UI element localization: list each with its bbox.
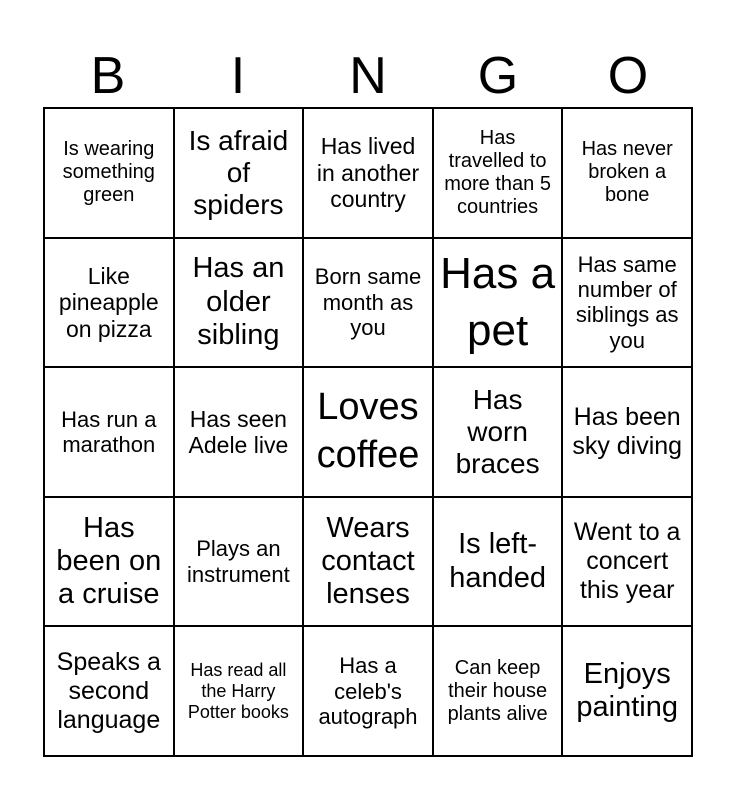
header-letter-n: N <box>349 47 387 105</box>
header-letter-b: B <box>90 47 126 105</box>
bingo-cell[interactable]: Is left-handed <box>434 498 564 628</box>
bingo-cell[interactable]: Has never broken a bone <box>563 109 693 239</box>
bingo-cell[interactable]: Is afraid of spiders <box>175 109 305 239</box>
bingo-cell[interactable]: Has a pet <box>434 239 564 369</box>
bingo-cell[interactable]: Has same number of siblings as you <box>563 239 693 369</box>
bingo-cell[interactable]: Has seen Adele live <box>175 368 305 498</box>
bingo-cell[interactable]: Has a celeb's autograph <box>304 627 434 757</box>
bingo-cell[interactable]: Like pineapple on pizza <box>45 239 175 369</box>
bingo-cell[interactable]: Has been on a cruise <box>45 498 175 628</box>
bingo-cell[interactable]: Enjoys painting <box>563 627 693 757</box>
bingo-card-grid <box>43 107 693 757</box>
bingo-cell[interactable]: Born same month as you <box>304 239 434 369</box>
bingo-cell[interactable]: Has an older sibling <box>175 239 305 369</box>
bingo-cell[interactable]: Has read all the Harry Potter books <box>175 627 305 757</box>
bingo-header <box>43 44 693 108</box>
bingo-cell[interactable]: Has lived in another country <box>304 109 434 239</box>
bingo-cell[interactable]: Has been sky diving <box>563 368 693 498</box>
header-letter-o: O <box>607 47 649 105</box>
bingo-cell[interactable]: Has worn braces <box>434 368 564 498</box>
bingo-cell[interactable]: Wears contact lenses <box>304 498 434 628</box>
header-letter-i: I <box>230 47 246 105</box>
bingo-cell[interactable]: Loves coffee <box>304 368 434 498</box>
header-letter-g: G <box>477 47 519 105</box>
bingo-cell[interactable]: Is wearing something green <box>45 109 175 239</box>
bingo-cell[interactable]: Went to a concert this year <box>563 498 693 628</box>
bingo-cell[interactable]: Has run a marathon <box>45 368 175 498</box>
bingo-cell[interactable]: Plays an instrument <box>175 498 305 628</box>
bingo-cell[interactable]: Has travelled to more than 5 countries <box>434 109 564 239</box>
bingo-cell[interactable]: Can keep their house plants alive <box>434 627 564 757</box>
bingo-cell[interactable]: Speaks a second language <box>45 627 175 757</box>
